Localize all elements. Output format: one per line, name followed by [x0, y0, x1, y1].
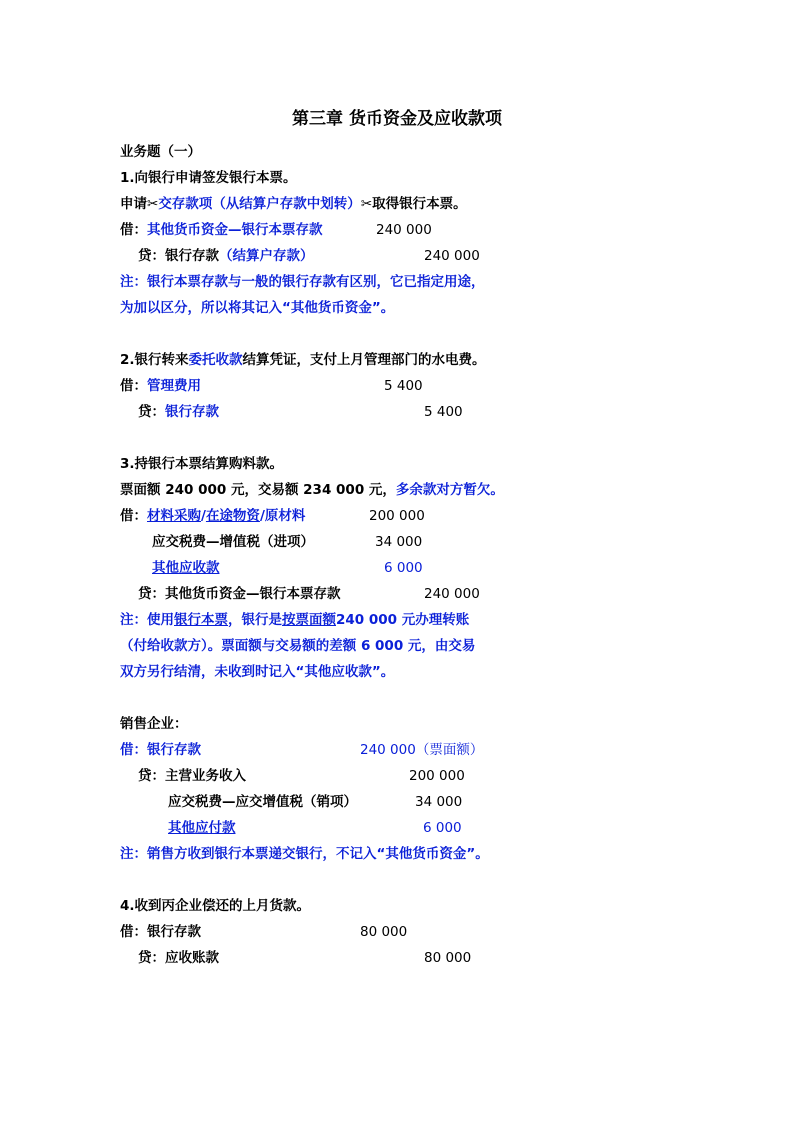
- q3-debit-line: [120, 506, 305, 526]
- q3-other-amount: 6 000: [384, 560, 423, 576]
- q1-note-line1: 注：银行本票存款与一般的银行存款有区别，它已指定用途，: [120, 274, 485, 290]
- q1-heading: 1.向银行申请签发银行本票。: [120, 170, 297, 186]
- q1-flow-deposit: 交存款项（从结算户存款中划转）: [158, 196, 361, 212]
- q2-credit-account: 银行存款: [165, 404, 219, 420]
- q3-debit-amount: 200 000: [369, 508, 425, 524]
- seller-other-amount: 6 000: [423, 820, 462, 836]
- q2-debit-amount: 5 400: [384, 378, 423, 394]
- q3-debit-account-materials: 原材料: [264, 508, 306, 524]
- q2-debit-line: [120, 376, 201, 396]
- q3-slash: /: [259, 508, 265, 524]
- seller-other-payable: 其他应付款: [168, 820, 236, 836]
- q3-note-line3: 双方另行结清，未收到时记入“其他应收款”。: [120, 664, 395, 680]
- q3-note-line2: （付给收款方）。票面额与交易额的差额 6 000 元，由交易: [120, 638, 476, 654]
- seller-tax-account: 应交税费—应交增值税（销项）: [168, 794, 357, 810]
- seller-credit-amount: 200 000: [409, 768, 465, 784]
- q1-note-line2: 为加以区分，所以将其记入“其他货币资金”。: [120, 300, 395, 316]
- q1-debit-line: [120, 220, 323, 240]
- q3-note-b: 银行本票: [174, 612, 228, 628]
- q3-debit-account-transit: 在途物资: [205, 508, 260, 524]
- q3-other-receivable: 其他应收款: [152, 560, 220, 576]
- q1-credit-note: （结算户存款）: [219, 248, 314, 264]
- q2-credit-amount: 5 400: [424, 404, 463, 420]
- q2-heading: [120, 350, 486, 370]
- scissors-icon: ✂: [147, 196, 159, 212]
- q1-flow-obtain: 取得银行本票。: [372, 196, 467, 212]
- q3-tax-account: 应交税费—增值税（进项）: [152, 534, 314, 550]
- section-heading: 业务题（一）: [120, 144, 201, 160]
- seller-note: 注：销售方收到银行本票递交银行，不记入“其他货币资金”。: [120, 846, 489, 862]
- debit-prefix: 借：: [120, 222, 147, 238]
- q4-heading: 4.收到丙企业偿还的上月货款。: [120, 898, 311, 914]
- q2-credit-line: [138, 402, 219, 422]
- seller-tax-amount: 34 000: [415, 794, 463, 810]
- q2-debit-account: 管理费用: [147, 378, 201, 394]
- q1-flow-apply: 申请: [120, 196, 147, 212]
- scissors-icon: ✂: [360, 196, 373, 212]
- q1-flow: [120, 194, 467, 214]
- q3-note-line1: [120, 610, 469, 630]
- q4-debit-line: 借：银行存款: [120, 924, 201, 940]
- q1-credit-amount: 240 000: [424, 248, 480, 264]
- q3-credit-line: 贷：其他货币资金—银行本票存款: [138, 586, 341, 602]
- q2-heading-end: 结算凭证，支付上月管理部门的水电费。: [242, 352, 486, 368]
- q3-note-a: 注：使用: [120, 612, 174, 628]
- q4-credit-line: 贷：应收账款: [138, 950, 219, 966]
- q3-heading: 3.持银行本票结算购料款。: [120, 456, 284, 472]
- q3-tax-amount: 34 000: [375, 534, 423, 550]
- q3-amounts-line: [120, 480, 504, 500]
- seller-debit-line: 借：银行存款: [120, 742, 201, 758]
- q3-owed-text: 多余款对方暂欠。: [395, 482, 504, 498]
- q3-note-e: 240 000 元办理转账: [336, 612, 470, 628]
- page-title: 第三章 货币资金及应收款项: [292, 109, 502, 129]
- seller-debit-amount: 240 000（票面额）: [360, 742, 484, 758]
- debit-prefix: 借：: [120, 508, 147, 524]
- q3-note-d: 按票面额: [282, 612, 336, 628]
- q1-credit-line: [138, 246, 314, 266]
- seller-heading: 销售企业：: [120, 716, 188, 732]
- q3-amounts-text: 票面额 240 000 元，交易额 234 000 元，: [120, 482, 396, 498]
- q1-debit-account: 其他货币资金—银行本票存款: [147, 222, 323, 238]
- credit-prefix: 贷：: [138, 404, 165, 420]
- q3-credit-amount: 240 000: [424, 586, 480, 602]
- q2-heading-start: 2.银行转来: [120, 352, 189, 368]
- q1-credit-account: 贷：银行存款: [138, 248, 219, 264]
- q3-debit-account-purchase: 材料采购: [147, 508, 201, 524]
- debit-prefix: 借：: [120, 378, 147, 394]
- q3-note-c: ，银行是: [228, 612, 282, 628]
- q3-slash: /: [201, 508, 206, 524]
- seller-credit-line: 贷：主营业务收入: [138, 768, 246, 784]
- q2-heading-highlight: 委托收款: [188, 352, 243, 368]
- q4-credit-amount: 80 000: [424, 950, 472, 966]
- q4-debit-amount: 80 000: [360, 924, 408, 940]
- q1-debit-amount: 240 000: [376, 222, 432, 238]
